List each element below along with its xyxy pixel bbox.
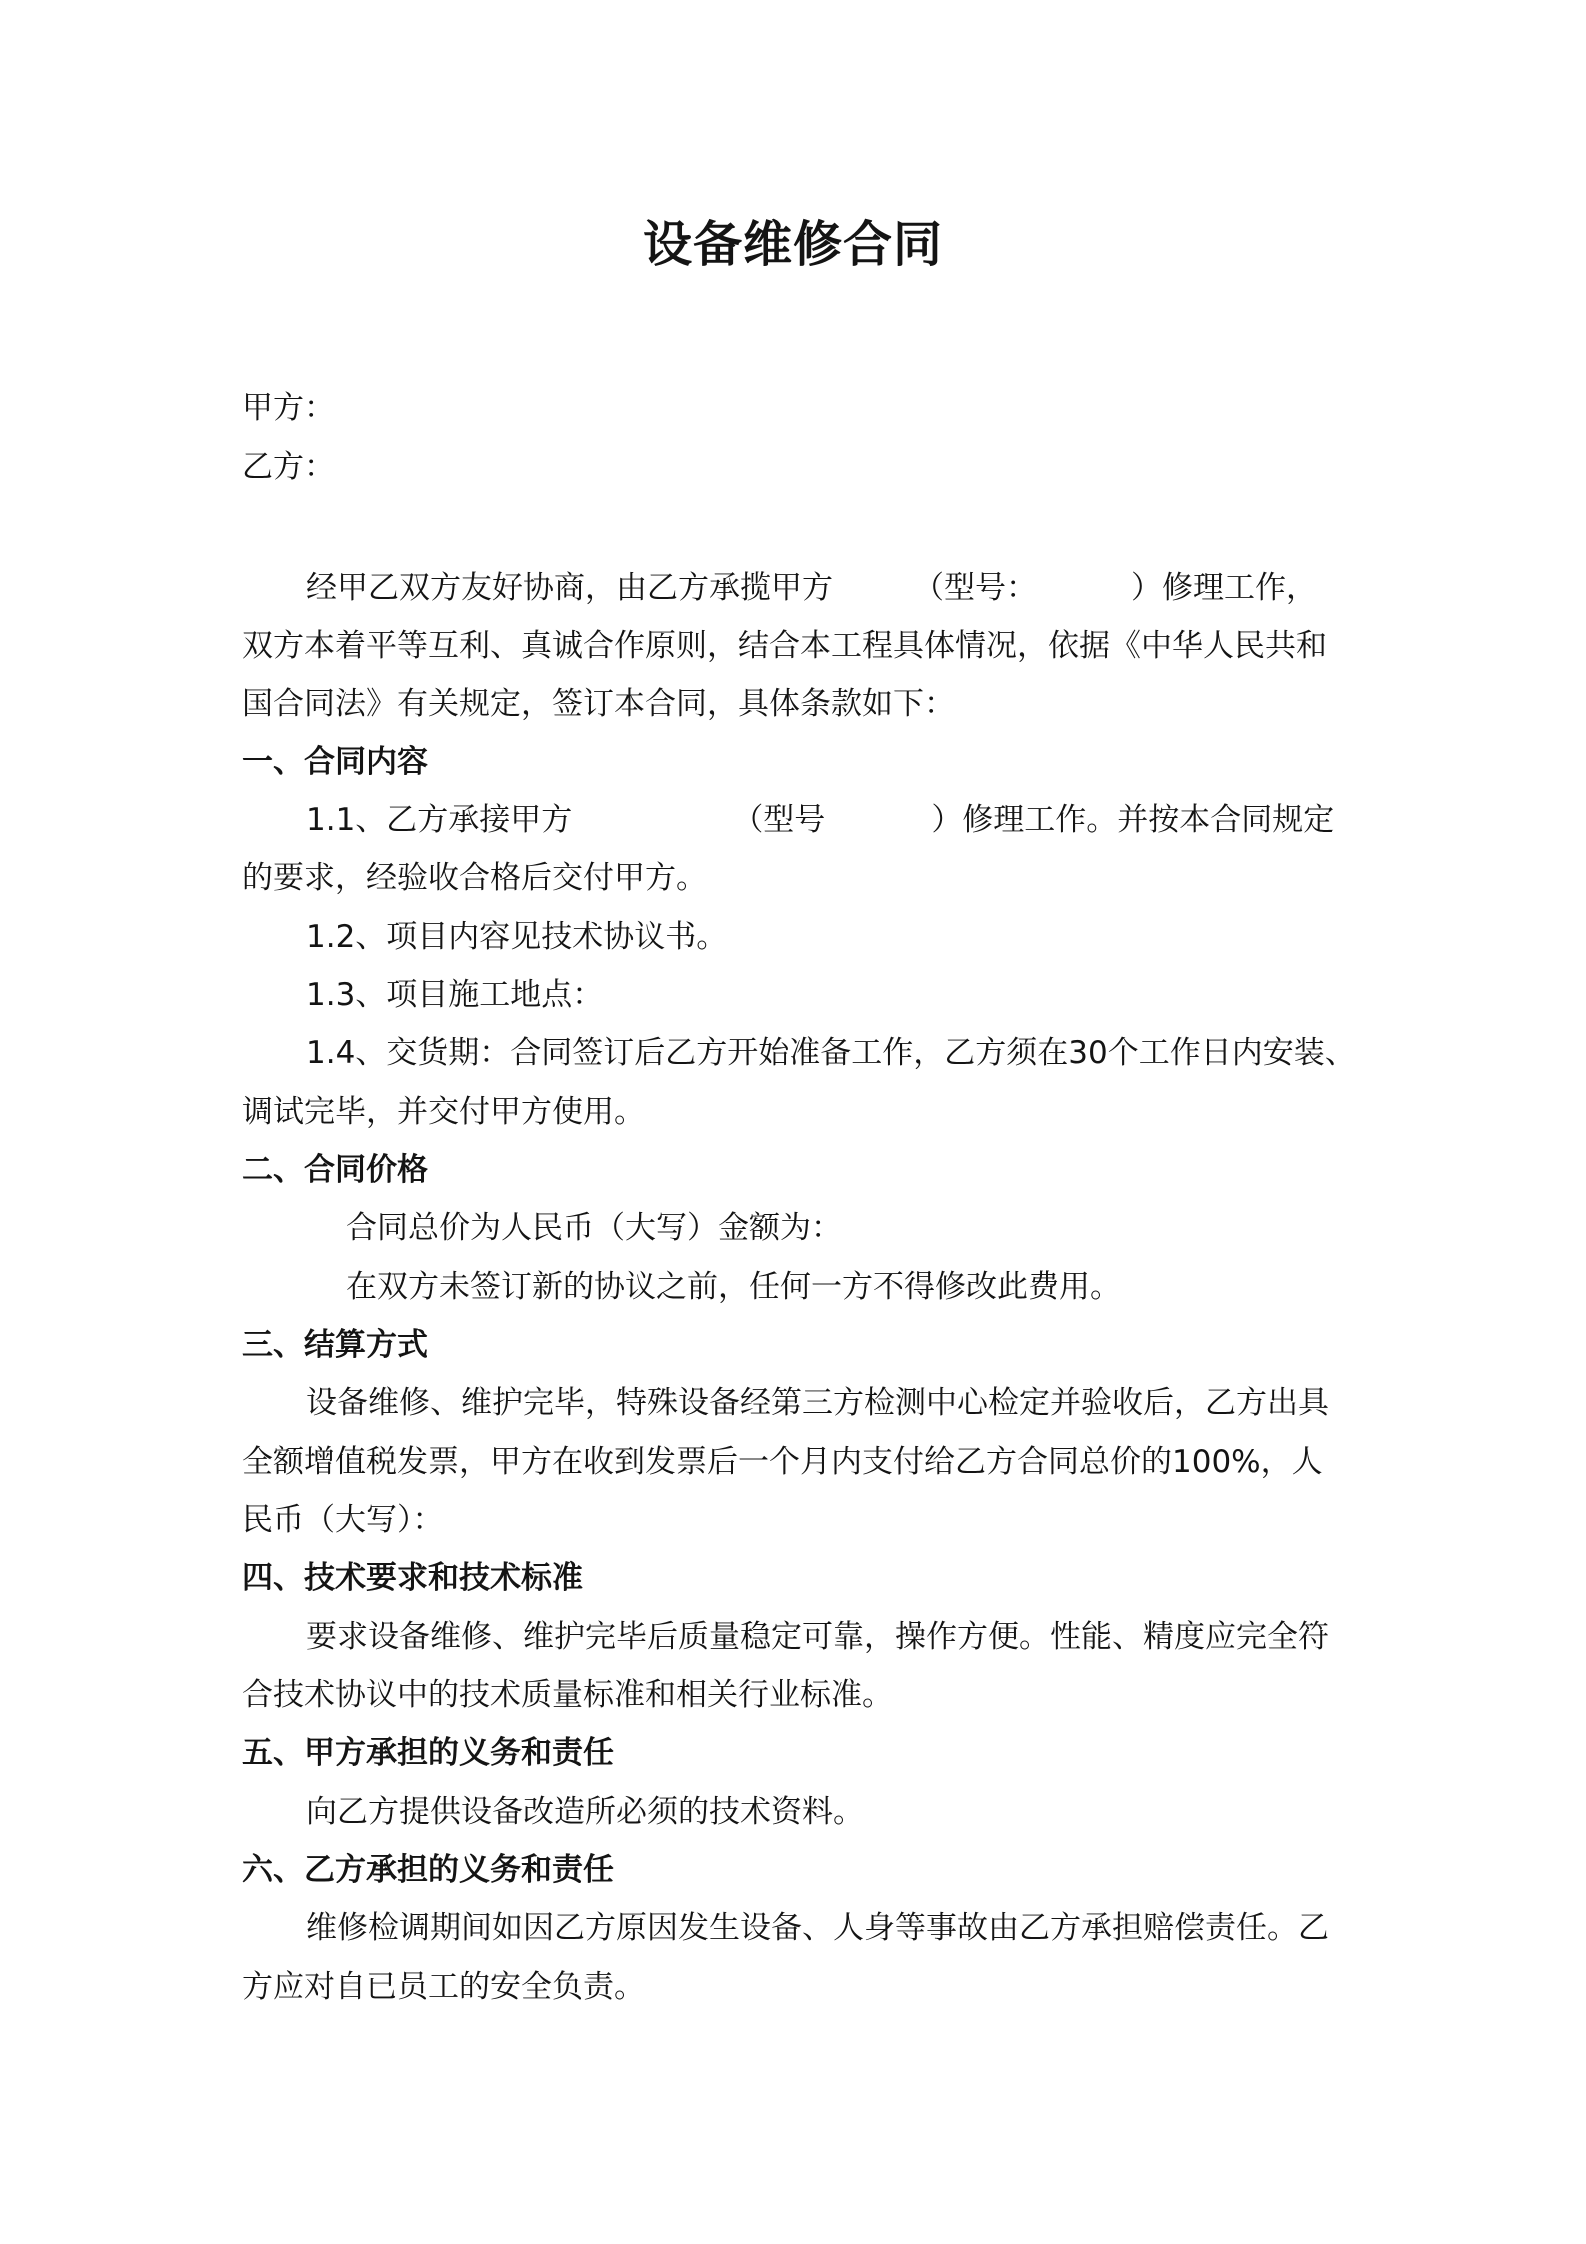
section-4-heading: 四、技术要求和技术标准 (242, 1560, 583, 1596)
section-6-heading: 六、乙方承担的义务和责任 (242, 1852, 614, 1888)
intro-text-a: 经甲乙双方友好协商，由乙方承揽甲方 (306, 570, 833, 606)
section-2-line-1: 合同总价为人民币（大写）金额为： (346, 1210, 842, 1246)
clause-1-2: 1.2、项目内容见技术协议书。 (306, 919, 728, 955)
clause-1-3: 1.3、项目施工地点： (306, 977, 604, 1013)
clause-1-4-line-2: 调试完毕，并交付甲方使用。 (242, 1094, 645, 1130)
section-5-line-1: 向乙方提供设备改造所必须的技术资料。 (306, 1794, 864, 1830)
clause-1-1-text-c: ）修理工作。并按本合同规定 (931, 802, 1335, 838)
clause-1-4-line-1: 1.4、交货期：合同签订后乙方开始准备工作，乙方须在30个工作日内安装、 (306, 1035, 1356, 1071)
party-a-label: 甲方： (242, 390, 335, 426)
section-3-line-2: 全额增值税发票，甲方在收到发票后一个月内支付给乙方合同总价的100%，人 (242, 1444, 1323, 1480)
clause-1-1-text-a: 1.1、乙方承接甲方 (306, 802, 573, 838)
document-title: 设备维修合同 (642, 216, 943, 273)
intro-line-3: 国合同法》有关规定，签订本合同，具体条款如下： (242, 686, 955, 722)
party-b-label: 乙方： (242, 449, 335, 485)
intro-line-2: 双方本着平等互利、真诚合作原则，结合本工程具体情况，依据《中华人民共和 (242, 628, 1327, 664)
section-1-heading: 一、合同内容 (242, 744, 428, 780)
section-3-line-1: 设备维修、维护完毕，特殊设备经第三方检测中心检定并验收后，乙方出具 (306, 1385, 1329, 1421)
section-5-heading: 五、甲方承担的义务和责任 (242, 1735, 614, 1771)
intro-line-1 (306, 566, 1317, 610)
clause-1-1-line-1 (306, 798, 1334, 842)
section-6-line-2: 方应对自已员工的安全负责。 (242, 1969, 645, 2005)
section-6-line-1: 维修检调期间如因乙方原因发生设备、人身等事故由乙方承担赔偿责任。乙 (306, 1910, 1329, 1946)
section-3-line-3: 民币（大写）： (242, 1502, 444, 1538)
section-3-heading: 三、结算方式 (242, 1327, 428, 1363)
section-2-heading: 二、合同价格 (242, 1152, 428, 1188)
clause-1-1-text-b: （型号 (732, 802, 826, 838)
intro-text-c: ）修理工作， (1131, 570, 1317, 606)
section-4-line-1: 要求设备维修、维护完毕后质量稳定可靠，操作方便。性能、精度应完全符 (306, 1619, 1329, 1655)
clause-1-1-line-2: 的要求，经验收合格后交付甲方。 (242, 860, 707, 896)
section-2-line-2: 在双方未签订新的协议之前，任何一方不得修改此费用。 (346, 1269, 1121, 1305)
intro-text-b: （型号： (913, 570, 1037, 606)
section-4-line-2: 合技术协议中的技术质量标准和相关行业标准。 (242, 1677, 893, 1713)
